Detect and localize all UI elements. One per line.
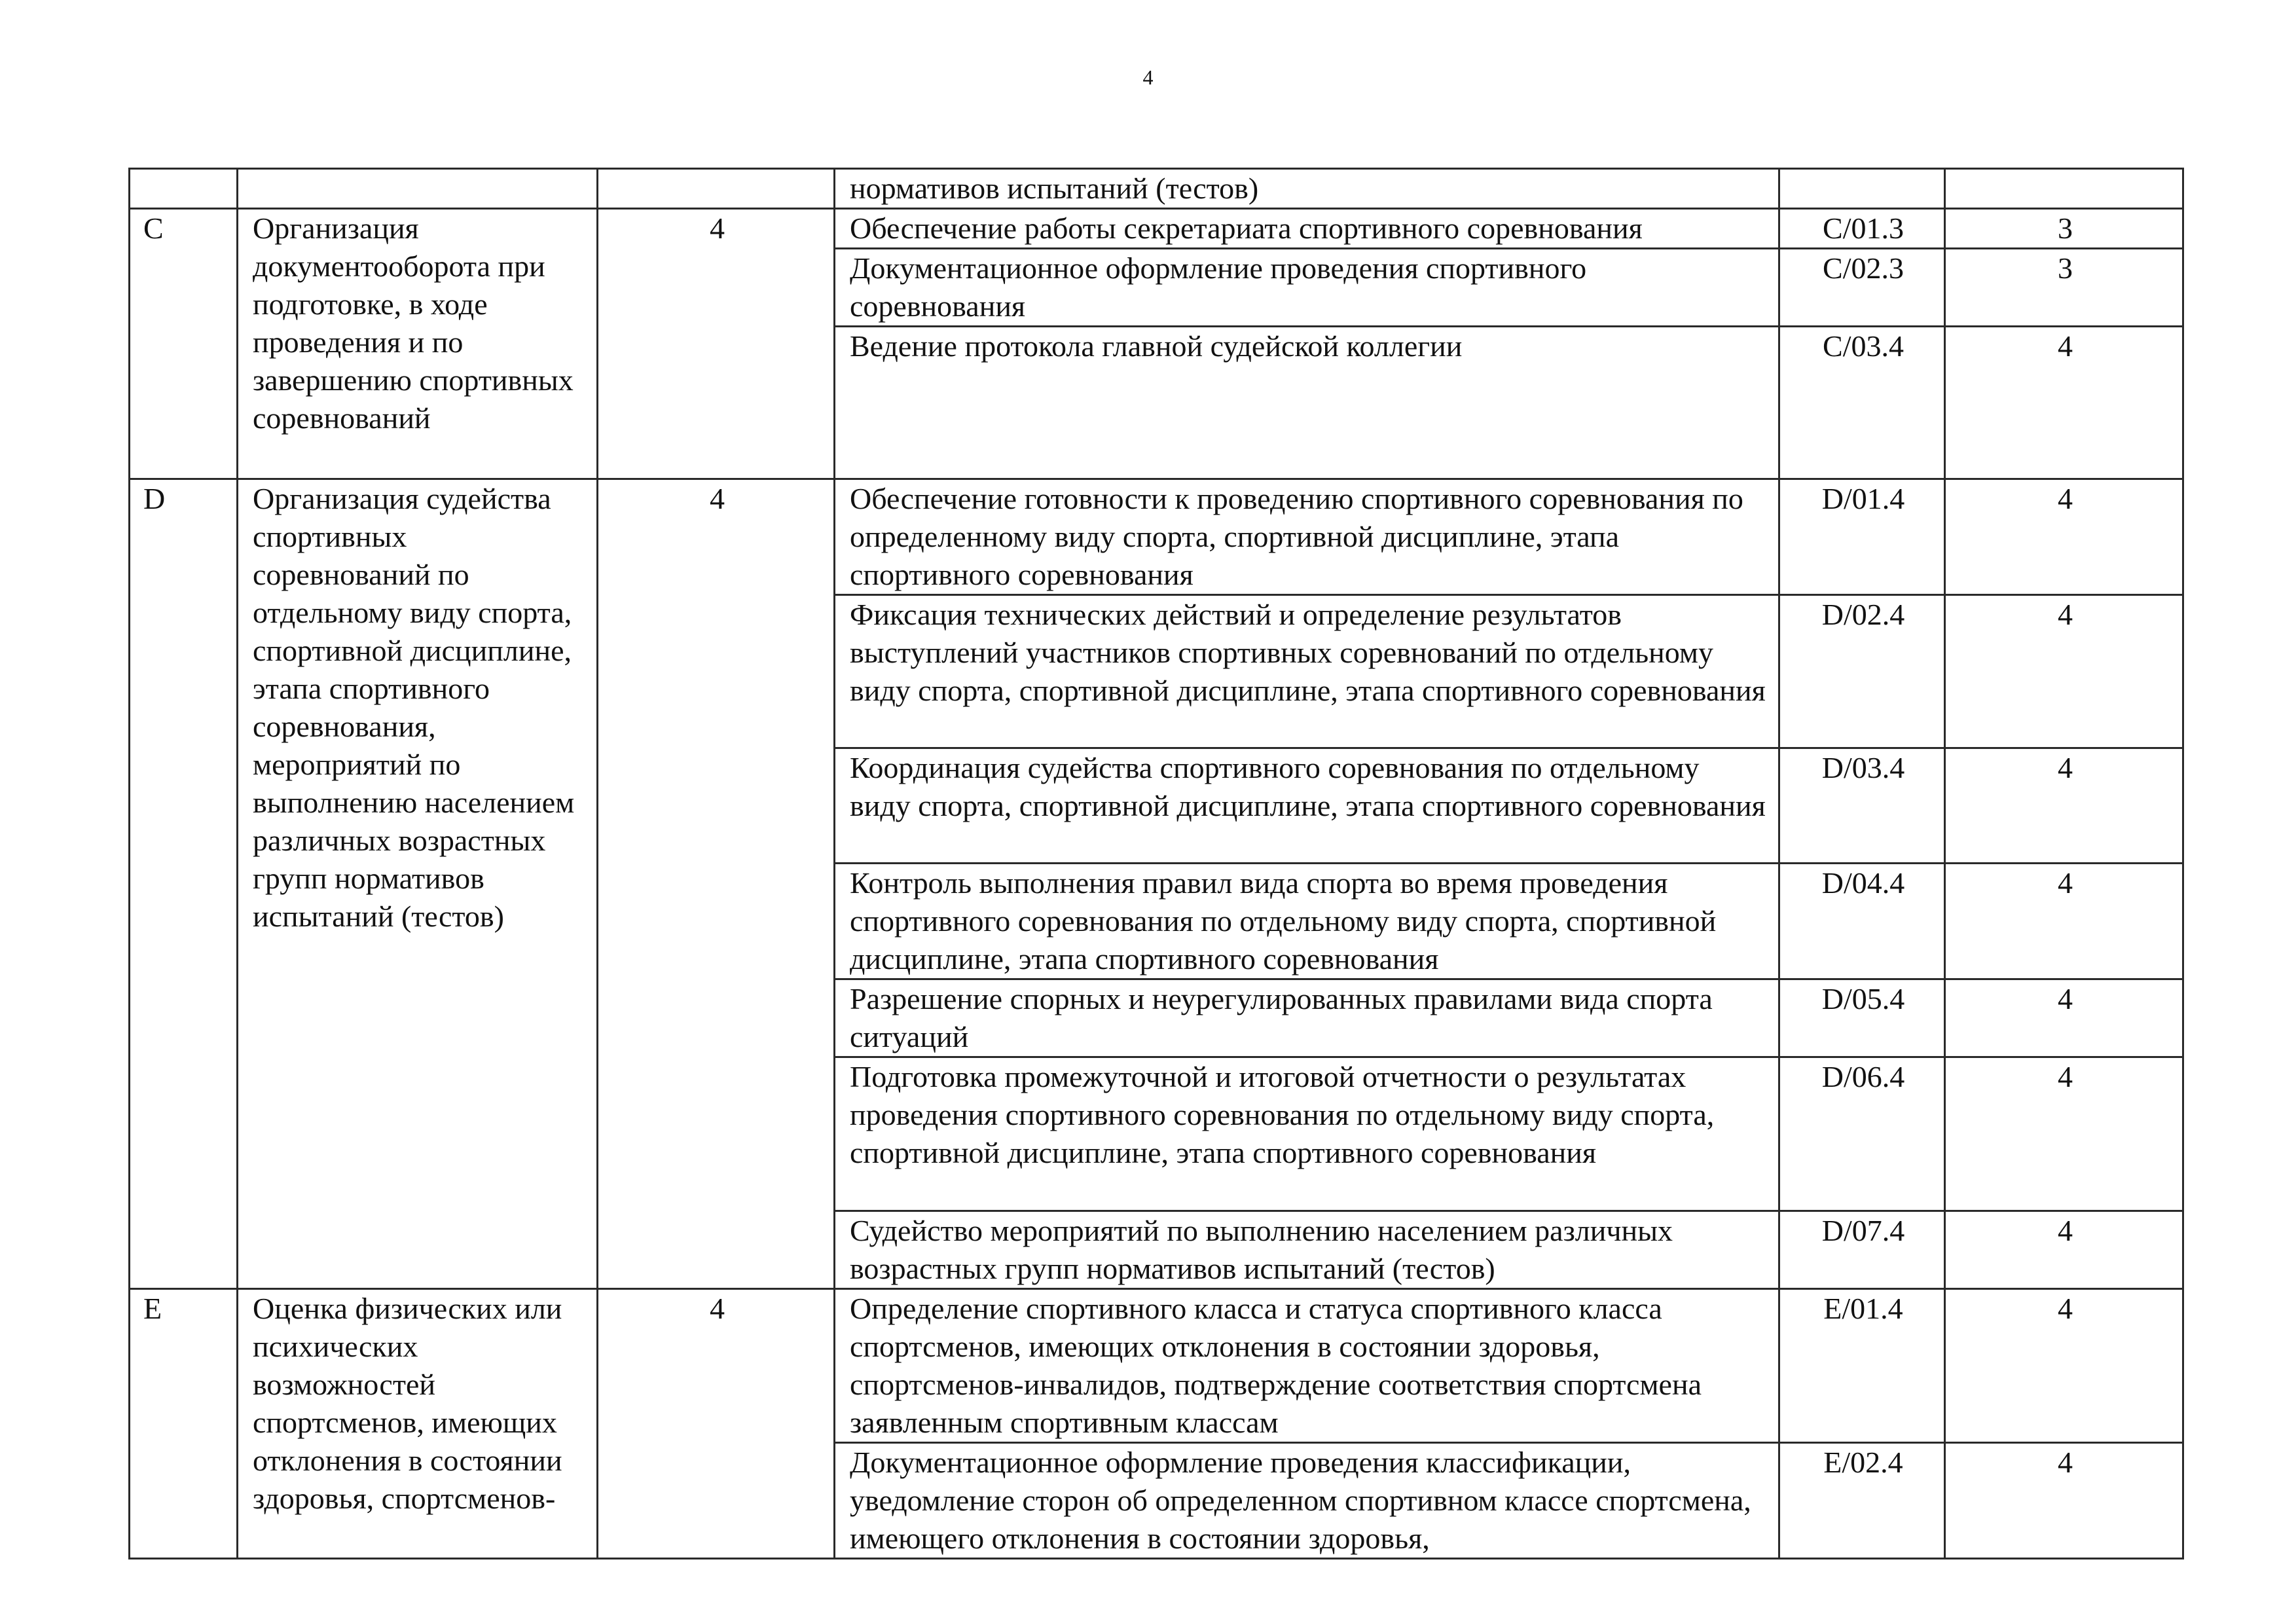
group-name-cell: Организация документооборота при подготовке, в ходе проведения и по завершению спортивных соревнований — [238, 209, 598, 479]
function-name-cell: Обеспечение готовности к проведению спортивного соревнования по определенному виду спорта, спортивной дисциплине, этапа спортивного соревнования — [835, 479, 1779, 595]
empty-cell — [1945, 169, 2183, 209]
function-level-cell: 4 — [1945, 748, 2183, 864]
group-code-cell: D — [130, 479, 238, 1289]
function-level-cell: 4 — [1945, 479, 2183, 595]
function-level-cell: 3 — [1945, 249, 2183, 327]
page-number: 4 — [1142, 65, 1154, 89]
function-name-cell: нормативов испытаний (тестов) — [835, 169, 1779, 209]
function-level-cell: 4 — [1945, 864, 2183, 979]
function-code-cell: E/01.4 — [1779, 1289, 1945, 1443]
group-level-cell: 4 — [598, 1289, 835, 1559]
function-name-cell: Координация судейства спортивного соревнования по отдельному виду спорта, спортивной дисциплине, этапа спортивного соревнования — [835, 748, 1779, 864]
function-level-cell: 4 — [1945, 1057, 2183, 1211]
function-name-cell: Фиксация технических действий и определение результатов выступлений участников спортивных соревнований по отдельному виду спорта, спортивной дисциплине, этапа спортивного соревнования — [835, 595, 1779, 748]
table-row — [130, 209, 2183, 249]
function-code-cell: D/04.4 — [1779, 864, 1945, 979]
function-name-cell: Разрешение спорных и неурегулированных правилами вида спорта ситуаций — [835, 979, 1779, 1057]
function-level-cell: 4 — [1945, 1443, 2183, 1559]
function-code-cell: D/05.4 — [1779, 979, 1945, 1057]
function-level-cell: 4 — [1945, 1211, 2183, 1289]
function-name-cell: Судейство мероприятий по выполнению населением различных возрастных групп нормативов испытаний (тестов) — [835, 1211, 1779, 1289]
function-name-cell: Подготовка промежуточной и итоговой отчетности о результатах проведения спортивного соревнования по отдельному виду спорта, спортивной дисциплине, этапа спортивного соревнования — [835, 1057, 1779, 1211]
group-code-cell: C — [130, 209, 238, 479]
function-level-cell: 4 — [1945, 1289, 2183, 1443]
function-name-cell: Документационное оформление проведения классификации, уведомление сторон об определенном спортивном классе спортсмена, имеющего отклонения в состоянии здоровья, — [835, 1443, 1779, 1559]
group-name-cell: Организация судейства спортивных соревнований по отдельному виду спорта, спортивной дисциплине, этапа спортивного соревнования, мероприятий по выполнению населением различных возрастных групп нормативов испытаний (тестов) — [238, 479, 598, 1289]
function-code-cell: C/03.4 — [1779, 327, 1945, 479]
function-code-cell: C/01.3 — [1779, 209, 1945, 249]
empty-cell — [1779, 169, 1945, 209]
function-code-cell: E/02.4 — [1779, 1443, 1945, 1559]
empty-cell — [238, 169, 598, 209]
table-row — [130, 169, 2183, 209]
table-row — [130, 479, 2183, 595]
function-name-cell: Определение спортивного класса и статуса спортивного класса спортсменов, имеющих отклонения в состоянии здоровья, спортсменов-инвалидов, подтверждение соответствия спортсмена заявленным спортивным классам — [835, 1289, 1779, 1443]
function-name-cell: Обеспечение работы секретариата спортивного соревнования — [835, 209, 1779, 249]
function-level-cell: 4 — [1945, 327, 2183, 479]
function-code-cell: C/02.3 — [1779, 249, 1945, 327]
function-code-cell: D/07.4 — [1779, 1211, 1945, 1289]
group-level-cell: 4 — [598, 479, 835, 1289]
function-code-cell: D/03.4 — [1779, 748, 1945, 864]
function-code-cell: D/06.4 — [1779, 1057, 1945, 1211]
function-code-cell: D/01.4 — [1779, 479, 1945, 595]
function-level-cell: 3 — [1945, 209, 2183, 249]
group-code-cell: E — [130, 1289, 238, 1559]
empty-cell — [598, 169, 835, 209]
function-level-cell: 4 — [1945, 979, 2183, 1057]
table-row — [130, 1289, 2183, 1443]
function-name-cell: Документационное оформление проведения спортивного соревнования — [835, 249, 1779, 327]
functions-table — [128, 168, 2184, 1559]
function-code-cell: D/02.4 — [1779, 595, 1945, 748]
empty-cell — [130, 169, 238, 209]
function-name-cell: Ведение протокола главной судейской коллегии — [835, 327, 1779, 479]
function-name-cell: Контроль выполнения правил вида спорта во время проведения спортивного соревнования по отдельному виду спорта, спортивной дисциплине, этапа спортивного соревнования — [835, 864, 1779, 979]
function-level-cell: 4 — [1945, 595, 2183, 748]
group-name-cell: Оценка физических или психических возможностей спортсменов, имеющих отклонения в состоянии здоровья, спортсменов- — [238, 1289, 598, 1559]
group-level-cell: 4 — [598, 209, 835, 479]
